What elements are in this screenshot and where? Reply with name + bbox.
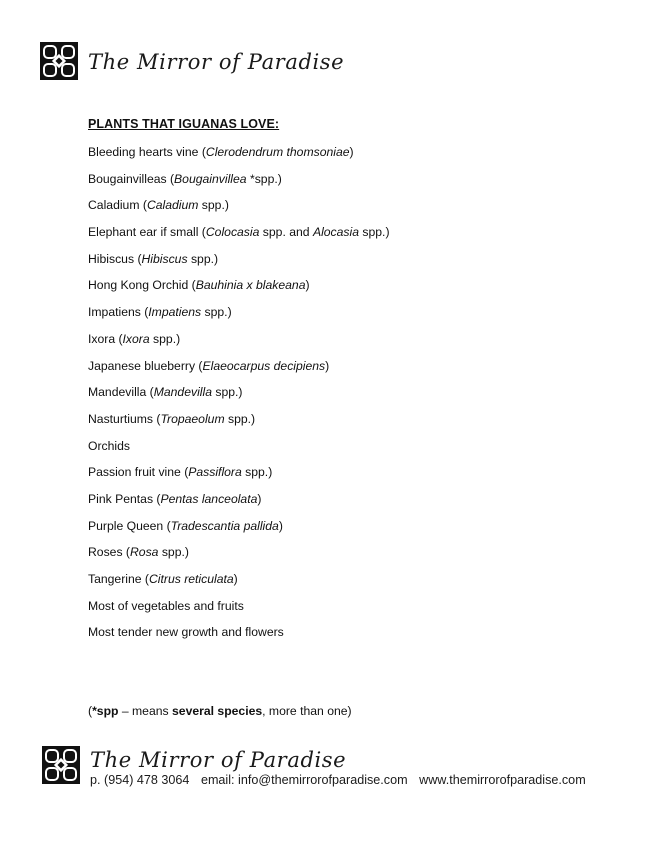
plant-text: Purple Queen ( [88,518,171,533]
footnote-rest: , more than one) [262,704,352,718]
plant-scientific-name: Elaeocarpus decipiens [202,358,326,373]
plant-text: Roses ( [88,545,130,560]
plant-item [88,250,390,277]
contact-phone: p. (954) 478 3064 [90,773,190,787]
plant-item [88,196,390,223]
plant-text: Mandevilla ( [88,385,154,400]
plant-item [88,170,390,197]
brand-name-footer: The Mirror of Paradise [90,748,347,772]
footnote-term: *spp [92,704,119,718]
plant-text: Japanese blueberry ( [88,358,203,373]
plant-item [88,410,390,437]
plant-item [88,143,390,170]
plant-scientific-name: Passiflora [188,465,242,480]
plant-text: ) [233,572,238,586]
footnote-dash: – means [118,704,173,718]
plant-item [88,490,390,517]
plant-text: ) [325,358,330,373]
plant-text: spp.) [201,305,232,320]
plant-scientific-name: Citrus reticulata [148,572,234,586]
plant-text: Ixora ( [88,331,123,346]
plant-scientific-name: Mandevilla [153,385,212,400]
plant-item [88,223,390,250]
brand-name-header: The Mirror of Paradise [88,50,345,74]
plant-item [88,437,390,464]
plant-item [88,543,390,570]
plant-text: Most tender new growth and flowers [88,625,284,640]
plant-scientific-name: Bauhinia x blakeana [195,278,306,293]
plant-text: Most of vegetables and fruits [88,598,244,613]
plant-item [88,303,390,330]
plant-item [88,463,390,490]
plant-scientific-name: Ixora [122,331,150,346]
footnote-open: ( [88,704,93,718]
contact-line [90,773,594,787]
plant-text: spp.) [187,251,219,266]
plant-text: Tangerine ( [88,572,149,586]
plant-text: ) [257,491,262,506]
plant-scientific-name: Impatiens [148,305,202,320]
plant-item [88,383,390,410]
plant-text: Nasturtiums ( [88,411,161,426]
document-heading: PLANTS THAT IGUANAS LOVE: [88,117,280,131]
plant-text: spp.) [224,411,256,426]
plant-list [88,143,390,650]
plant-item [88,276,390,303]
plant-scientific-name: Clerodendrum thomsoniae [205,145,350,159]
plant-text: Impatiens ( [88,305,149,320]
contact-email[interactable]: email: info@themirrorofparadise.com [200,773,408,787]
plant-item [88,623,390,650]
plant-text: spp.) [158,545,189,560]
plant-text: ) [305,278,310,293]
plant-text: Passion fruit vine ( [88,465,189,480]
brand-logo-icon [40,42,78,80]
plant-text: Orchids [88,438,130,453]
plant-scientific-name: Pentas lanceolata [160,491,258,506]
plant-scientific-name: Tropaeolum [160,411,225,426]
plant-text: spp.) [149,331,181,346]
plant-text: spp.) [359,225,390,240]
plant-text: Caladium ( [88,198,147,213]
plant-text: Bougainvilleas ( [88,171,175,186]
plant-scientific-name: Alocasia [312,225,360,240]
plant-scientific-name: Caladium [146,198,199,213]
plant-scientific-name: Hibiscus [141,251,188,266]
plant-item [88,330,390,357]
plant-item [88,357,390,384]
plant-text: spp.) [211,385,243,400]
plant-item [88,570,390,597]
plant-item [88,597,390,624]
plant-text: Hibiscus ( [88,251,142,266]
plant-text: ) [349,145,354,159]
plant-text: Hong Kong Orchid ( [88,278,196,293]
plant-text: ) [278,518,283,533]
footnote-meaning: several species [172,704,263,718]
plant-text: Bleeding hearts vine ( [88,145,206,159]
plant-text: spp.) [241,465,273,480]
plant-scientific-name: Bougainvillea [174,171,247,186]
footer-logo-icon [42,746,80,784]
footnote [88,704,352,718]
plant-text: *spp.) [246,171,282,186]
contact-website[interactable]: www.themirrorofparadise.com [419,773,586,787]
plant-text: Elephant ear if small ( [88,225,206,240]
plant-scientific-name: Colocasia [205,225,260,240]
plant-text: spp. and [259,225,313,240]
plant-item [88,517,390,544]
plant-text: spp.) [198,198,229,213]
plant-scientific-name: Tradescantia pallida [170,518,279,533]
plant-text: Pink Pentas ( [88,491,161,506]
plant-scientific-name: Rosa [130,545,159,560]
